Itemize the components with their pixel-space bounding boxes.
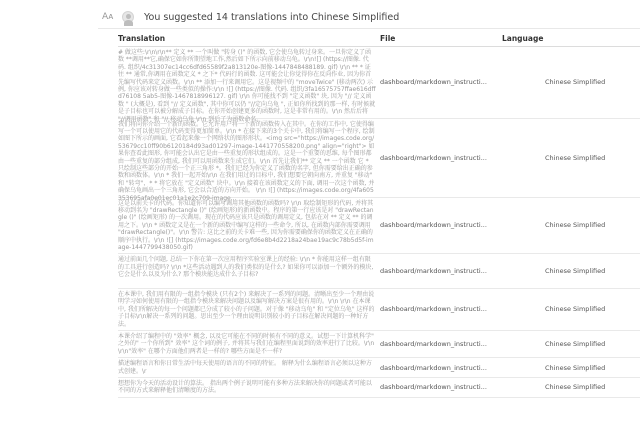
- file-path[interactable]: dashboard/markdown_instructi...: [380, 267, 487, 276]
- left-rail: [0, 0, 98, 440]
- language-label: Chinese Simplified: [545, 267, 606, 276]
- summary-text: You suggested 14 translations into Chinese Simplified: [144, 12, 400, 23]
- translation-text: 在本课中, 我们用有限的一组指令模块 (只有2个) 来解决了一系列的问题。清晰出至少一个理由说明学习如何使用有限的一组指令模块来解决问题以及编写解决方案是很有用的。\r\n \r\n 在本课中, 我们所解决的每一个问题都已分成了较小的子问题。对于像 "移动乌龟" 和 "定位乌龟" 这样的子目标\r\n解决一系列的问题。思出至少一个理由说明识别较小的子目标在解决问题的一种好方法。: [118, 290, 375, 328]
- file-path[interactable]: dashboard/markdown_instructi...: [380, 305, 487, 314]
- translate-icon: Aᴀ: [102, 12, 114, 22]
- language-label: Chinese Simplified: [545, 305, 606, 314]
- file-path[interactable]: dashboard/markdown_instructi...: [380, 363, 487, 372]
- divider: [98, 28, 640, 29]
- table-row[interactable]: [118, 254, 640, 289]
- table-row[interactable]: [118, 331, 640, 358]
- avatar: [122, 11, 134, 23]
- column-header-translation: Translation: [118, 34, 166, 43]
- file-path[interactable]: dashboard/markdown_instructi...: [380, 221, 487, 230]
- column-header-file: File: [380, 34, 396, 43]
- language-label: Chinese Simplified: [545, 363, 606, 372]
- file-path[interactable]: dashboard/markdown_instructi...: [380, 153, 487, 162]
- table-row[interactable]: [118, 119, 640, 202]
- translation-text: # 做这些:\r\n\r\n** 定义 ** 一个叫做 "转身 ()" 的函数, 它会使乌龟转过身来。一旦你定义了函数 **调用**它,确保它如你所期望地工作,然后如下所示向前移动乌龟。\r\n![] (https://图像. 代码. 组织/4c31307ec14cc6dfd65589f2a813120e-图像-1447848488189. gif) \r\n ** * 证往 ** 通常,你调用在函数定义 * 之下* 代码行的函数. 这可能会让你觉得你在反向作业, 因为你首先编写代码来定义函数。\r\n ** 添加一行来调用它。这是视频中的 "moveTwice" (移动两次) 示例, 你应该对转身做一些类似的操作:\r\n ![] (https://图像. 代码. 组织/3fa16575757ffae616dffd76108 5ab5-图像-1467818996127. gif) \r\n 你可能找不到 "定义函数" 块, 因为 "// 定义函数 " (大概是), 看到 "// 定义函数", 其中你可以仍 "//定向乌龟 ", 正如你所找到的那一样, 有时候就是子目标也可以被分解成子目标。在你开始创建更多的函数时, 这是非常有用的。\r\n 然后后将 "//调用函数" 和 "// 移动乌龟 \r\n 到后了为函数命名。: [118, 49, 376, 123]
- file-path[interactable]: dashboard/markdown_instructi...: [380, 383, 487, 392]
- file-path[interactable]: dashboard/markdown_instructi...: [380, 78, 487, 87]
- table-row[interactable]: [118, 47, 640, 123]
- table-row[interactable]: [118, 358, 640, 378]
- language-label: Chinese Simplified: [545, 383, 606, 392]
- language-label: Chinese Simplified: [545, 153, 606, 162]
- translation-text: 通过前面几个问题, 总结一下你在第一次应用程序实验室课上的经验: \r\n * 你能用这样一组有限的工具进行创造吗? \r\n *这些活动遇到人的我们类似的是什么? 如果你可以添加一个额外的模块, 它会是什么以及为什么? 那个模块能达成什么子目标?: [118, 256, 374, 279]
- translation-text: 描述编程语言和你日常生活中每天使用的语言的不同的特征。 解释为什么编程语言必须以这种方式创建。\r: [118, 360, 372, 375]
- column-header-language: Language: [502, 34, 544, 43]
- table-body: [118, 47, 640, 398]
- language-label: Chinese Simplified: [545, 340, 606, 349]
- table-row[interactable]: [118, 378, 640, 398]
- table-row[interactable]: [118, 198, 640, 255]
- translations-table: [118, 34, 640, 398]
- translation-text: 想想你为今天的活动设计的算法。 指出两个例子说明可能有多种方法来解决你的问题或者可能以不同的方式来解释他们清晰度的方法。: [118, 379, 372, 395]
- translation-text: 本课介绍了编程中的 "效率" 概念, 以及它可能在不同的时候有不同的意义。试想一下计算机科学" 之外的" 一个你所到" 效率" 这个词的例子, 并将其与我们在编程里面说到的效率进行了比较。\r\n\r\n"效率" 在哪个方面他们两者是一样的? 哪些方面是不一样?: [118, 332, 375, 355]
- file-path[interactable]: dashboard/markdown_instructi...: [380, 340, 487, 349]
- table-header: [118, 34, 640, 44]
- translation-text: 我们将向你介绍一个新的函数。它允许用户将一个新的函数传入在其中。在你的工作中, 它使得编写一个可以使用它的代码变得更加简单。\r\n * 在接下来的3个关卡中, 我们将编写一个程序, 绘制如图下所示的画面, 它看起来像一个网络状的图形形状。<img src="https://images.code.org/53679cc10ff90b6120184d93ad01297-image-1441770558200.png" align="right"> 如果你查看此图形, 你可能会认出它是由一些重复的形状组成的。这是一个重要的思维, 每个图形都由一些重复的部分组成, 我们可以用函数来生成它们。\r\n 首先让我们** 定义 ** 一个函数 它 * 只绘制这些部分的开始一个正三角形 *。我们已经为你定义了函数的名字, 但你需要给出正确的参数和函数体。\r\n * 我们一起开始\r\n 在我们用过的目标中, 我们想要它朝向南方, 并重复 "移动" 和 "转弯"，* * 将它放在 "定义函数" 块中。\r\n 接着在该函数定义的下面, 调用一次这个函数, 并确保乌龟画出一个三角形, 它会以合适的方向开始。 \r\n ![] (https://images.code.org/4fa605353695afa0e01ec01a1e2c709-image...: [118, 120, 375, 202]
- language-label: Chinese Simplified: [545, 221, 606, 230]
- language-label: Chinese Simplified: [545, 78, 606, 87]
- table-row[interactable]: [118, 289, 640, 331]
- translation-text: 这是以前关卡的代码。你知道你可以编写调用其他函数的函数吗? \r\n 取绘制矩形的代码, 并将其移动到名为 "drawRectangle ()" (绘画矩形)的新函数中。程序的第一行应该是对 "drawRectangle ()" (绘画矩形) 的一次调用。现在的代码应该只是函数的调用定义, 包括在对 ** 定义 ** 的调用之下。\r\n * 函数定义是在一个新的函数中编写这样的一些命令, 所以, 在函数内部你需要调用 "drawRectangle()"。\r\n 警告: 这比之前的关卡难一些, 因为你需要确保你的函数定义在正确的顺序中执行。\r\n ![] (https://images.code.org/fd6e8b4d2218a24bae19ac9c78b5d5f-image-1447799438050.gif): [118, 199, 374, 252]
